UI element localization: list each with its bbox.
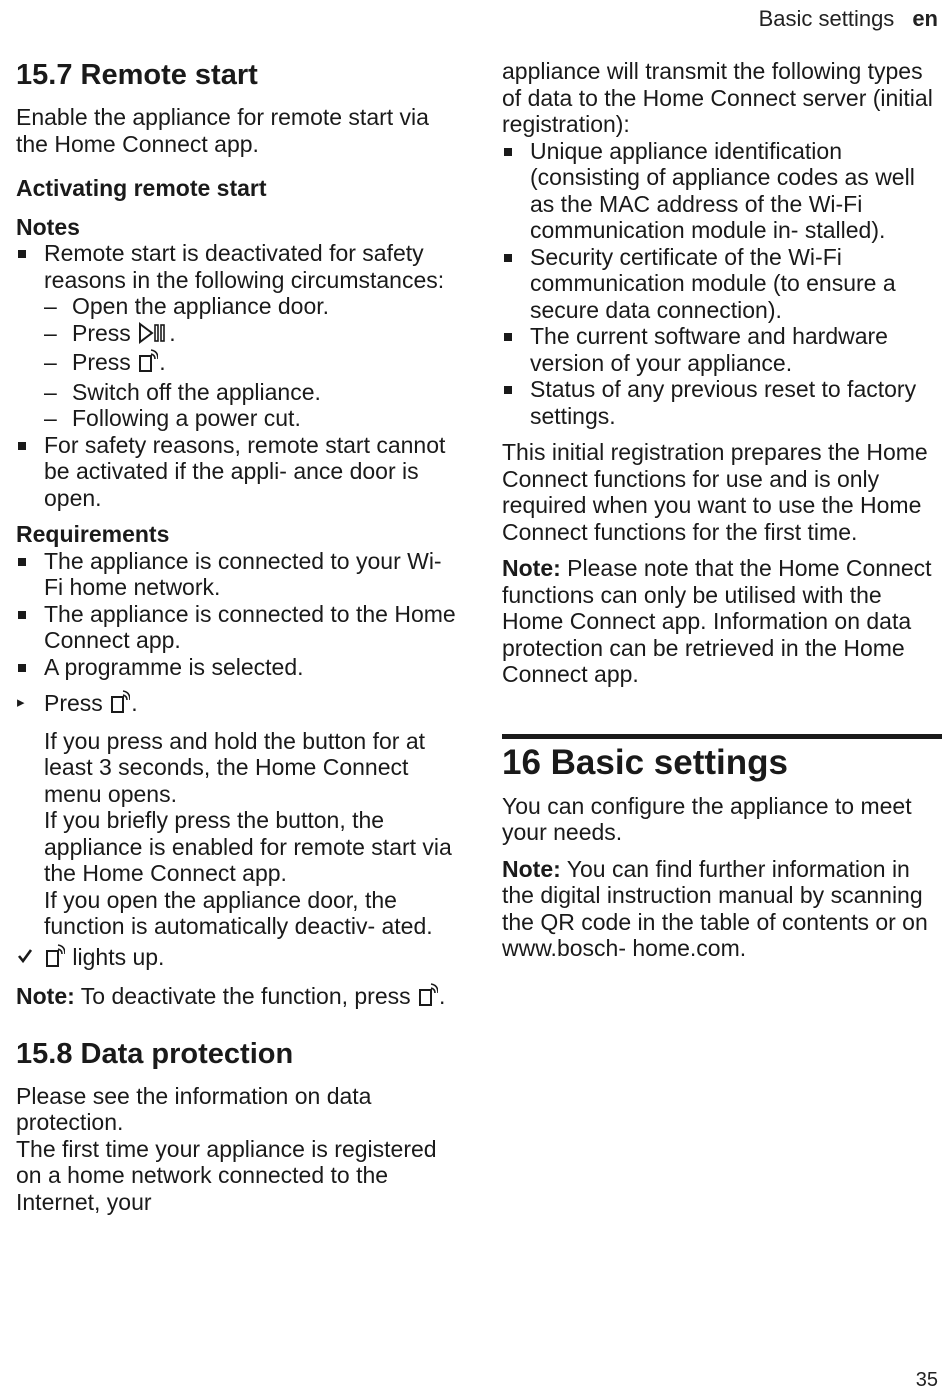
list-item: – Press . xyxy=(44,349,456,379)
list-item xyxy=(502,244,942,324)
result-text: lights up. xyxy=(72,943,165,970)
note-label: Note: xyxy=(502,555,561,581)
instruction-step: ▸ Press . xyxy=(16,690,456,720)
header-language: en xyxy=(912,6,938,31)
home-connect-note xyxy=(502,555,942,688)
step-result xyxy=(16,944,456,974)
notes-list xyxy=(16,240,456,511)
registration-paragraph: appliance will transmit the following types of data to the Home Connect server (initial registration): xyxy=(502,58,933,137)
deactivation-circumstances-list xyxy=(44,293,456,432)
section-15-7-title: 15.7 Remote start xyxy=(16,59,258,91)
registration-data-list xyxy=(502,138,942,430)
note-deactivation-text: Remote start is deactivated for safety reasons in the following circumstances: xyxy=(44,240,445,293)
step-detail-text: If you briefly press the button, the appliance is enabled for remote start via the Home Connect app. xyxy=(44,807,452,886)
data-type-text: Security certificate of the Wi-Fi communication module (to ensure a secure data connection). xyxy=(530,243,896,323)
left-column xyxy=(16,58,456,1215)
step-details xyxy=(16,728,456,940)
initial-registration-paragraph: This initial registration prepares the Home Connect functions for use and is only required when you want to use the Home Connect functions for the first time. xyxy=(502,439,928,545)
step-detail-text: If you open the appliance door, the function is automatically deactiv- ated. xyxy=(44,886,433,939)
section-15-8-title: 15.8 Data protection xyxy=(16,1037,294,1070)
header-section: Basic settings xyxy=(758,6,895,31)
section-15-7-intro: Enable the appliance for remote start via the Home Connect app. xyxy=(16,104,429,157)
remote-start-icon xyxy=(45,944,65,974)
list-item xyxy=(502,323,942,376)
list-item xyxy=(16,548,456,601)
dash-item-text: Open the appliance door. xyxy=(72,293,330,319)
activating-remote-start-heading: Activating remote start xyxy=(16,175,267,201)
data-protection-paragraph: The first time your appliance is registered on a home network connected to the Internet, your xyxy=(16,1135,437,1215)
requirement-text: The appliance is connected to your Wi-Fi home network. xyxy=(44,547,442,600)
checkmark-icon xyxy=(17,944,33,976)
notes-heading: Notes xyxy=(16,213,80,240)
list-item xyxy=(44,405,456,432)
page-number: 35 xyxy=(915,1369,938,1391)
dash-item-text: Following a power cut. xyxy=(72,405,301,431)
remote-start-icon xyxy=(138,349,158,379)
section-divider xyxy=(502,734,942,739)
requirement-text: The appliance is connected to the Home Connect app. xyxy=(44,600,456,653)
requirement-text: A programme is selected. xyxy=(44,653,304,680)
list-item xyxy=(44,293,456,320)
step-detail-text: If you press and hold the button for at least 3 seconds, the Home Connect menu opens. xyxy=(44,727,426,807)
remote-start-icon xyxy=(418,983,438,1013)
note-text: You can find further information in the digital instruction manual by scanning the QR code in the table of contents or on www.bosch- home.com. xyxy=(502,855,928,961)
list-item xyxy=(16,654,456,681)
requirements-list xyxy=(16,548,456,681)
start-pause-icon xyxy=(138,322,168,350)
requirements-heading: Requirements xyxy=(16,521,170,547)
dash-item-text: Switch off the appliance. xyxy=(72,378,321,405)
step-press-label: Press xyxy=(44,690,103,716)
note-door-open-text: For safety reasons, remote start cannot be activated if the appli- ance door is open. xyxy=(44,431,446,511)
note-text: Please note that the Home Connect functions can only be utilised with the Home Connect app. Information on data protection can be retrieved in the Home Connect app. xyxy=(502,555,932,687)
data-type-text: The current software and hardware version of your appliance. xyxy=(530,323,888,376)
dash-item-press-label: Press xyxy=(72,319,131,346)
list-item: – Press . xyxy=(44,320,456,350)
step-arrow-icon: ▸ xyxy=(17,694,25,711)
note-text: To deactivate the function, press xyxy=(80,983,411,1009)
data-type-text: Unique appliance identification (consisting of appliance codes as well as the MAC address of the Wi-Fi communication module in- stalled). xyxy=(530,137,915,243)
list-item xyxy=(16,601,456,654)
list-item xyxy=(16,240,456,432)
digital-manual-note xyxy=(502,856,942,962)
section-16-title: 16 Basic settings xyxy=(502,742,788,782)
deactivate-note: Note: To deactivate the function, press . xyxy=(16,983,456,1013)
running-header xyxy=(759,6,938,32)
right-column xyxy=(502,58,942,962)
list-item xyxy=(16,432,456,512)
list-item xyxy=(502,376,942,429)
remote-start-icon xyxy=(110,690,130,720)
list-item xyxy=(44,379,456,406)
note-label: Note: xyxy=(16,983,75,1009)
section-16-intro: You can configure the appliance to meet your needs. xyxy=(502,792,912,845)
data-protection-paragraph: Please see the information on data protection. xyxy=(16,1082,372,1135)
dash-item-press-label: Press xyxy=(72,349,131,375)
list-item xyxy=(502,138,942,244)
data-type-text: Status of any previous reset to factory settings. xyxy=(530,376,917,429)
note-label: Note: xyxy=(502,855,561,882)
